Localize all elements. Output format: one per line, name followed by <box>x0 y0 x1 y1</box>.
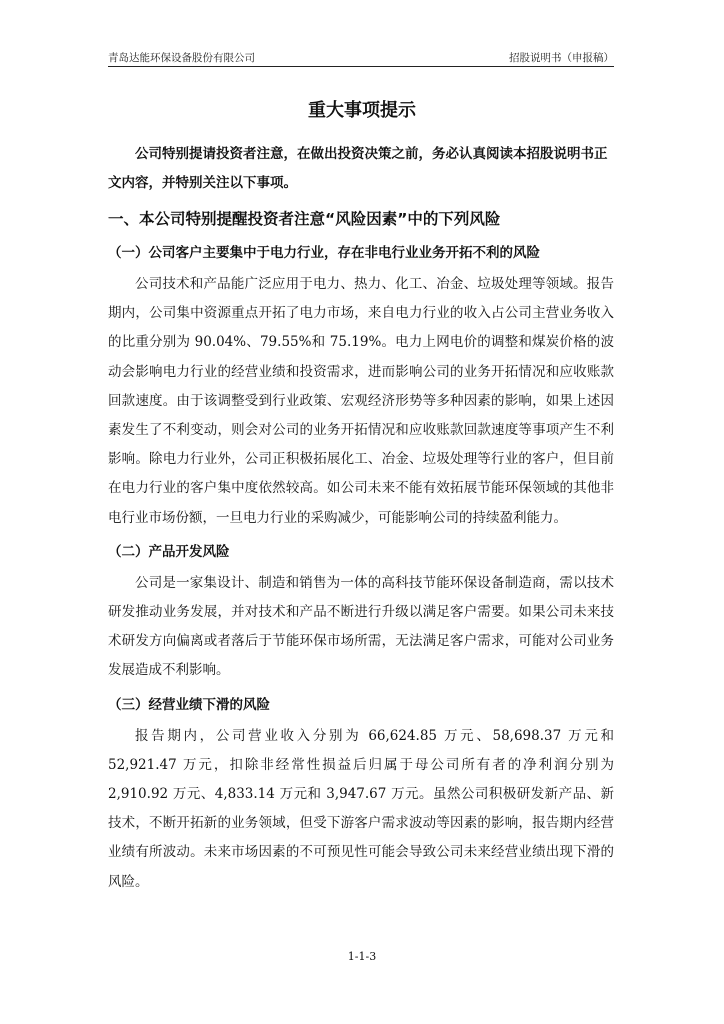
subsection-heading-performance-decline: （三）经营业绩下滑的风险 <box>108 696 270 713</box>
running-header <box>108 50 614 65</box>
subsection-heading-product-development: （二）产品开发风险 <box>108 543 230 560</box>
paragraph-product-development: 公司是一家集设计、制造和销售为一体的高科技节能环保设备制造商，需以技术研发推动业务发展，并对技术和产品不断进行升级以满足客户需要。如果公司未来技术研发方向偏离或者落后于节能环保市场所需，无法满足客户需求，可能对公司业务发展造成不利影响。 <box>108 574 614 679</box>
page-title: 重大事项提示 <box>308 100 416 121</box>
header-company-name: 青岛达能环保设备股份有限公司 <box>108 52 255 64</box>
paragraph-performance-decline: 报告期内，公司营业收入分别为 66,624.85 万元、58,698.37 万元和 52,921.47 万元，扣除非经常性损益后归属于母公司所有者的净利润分别为 2,910.92 万元、4,833.14 万元和 3,947.67 万元。虽然公司积极研发新产品、新技术，不断开拓新的业务领域，但受下游客户需求波动等因素的影响，报告期内经营业绩有所波动。未来市场因素的不可预见性可能会导致公司未来经营业绩出现下滑的风险。 <box>108 727 614 890</box>
intro-paragraph: 公司特别提请投资者注意，在做出投资决策之前，务必认真阅读本招股说明书正文内容，并特别关注以下事项。 <box>108 146 608 191</box>
document-body <box>108 140 614 901</box>
subsection-heading-customer-concentration: （一）公司客户主要集中于电力行业，存在非电行业业务开拓不利的风险 <box>108 245 540 261</box>
section-heading: 一、本公司特别提醒投资者注意“风险因素”中的下列风险 <box>108 210 501 228</box>
header-document-type: 招股说明书（申报稿） <box>509 52 614 64</box>
page-number: 1-1-3 <box>347 950 377 963</box>
header-rule <box>108 66 614 67</box>
paragraph-customer-concentration: 公司技术和产品能广泛应用于电力、热力、化工、冶金、垃圾处理等领域。报告期内，公司集中资源重点开拓了电力市场，来自电力行业的收入占公司主营业务收入的比重分别为 90.04%、79.55%和 75.19%。电力上网电价的调整和煤炭价格的波动会影响电力行业的经营业绩和投资需求，进而影响公司的业务开拓情况和应收账款回款速度。由于该调整受到行业政策、宏观经济形势等多种因素的影响，如果上述因素发生了不利变动，则会对公司的业务开拓情况和应收账款回款速度等事项产生不利影响。除电力行业外，公司正积极拓展化工、冶金、垃圾处理等行业的客户，但目前在电力行业的客户集中度依然较高。如公司未来不能有效拓展节能环保领域的其他非电行业市场份额，一旦电力行业的采购减少，可能影响公司的持续盈利能力。 <box>108 276 614 526</box>
